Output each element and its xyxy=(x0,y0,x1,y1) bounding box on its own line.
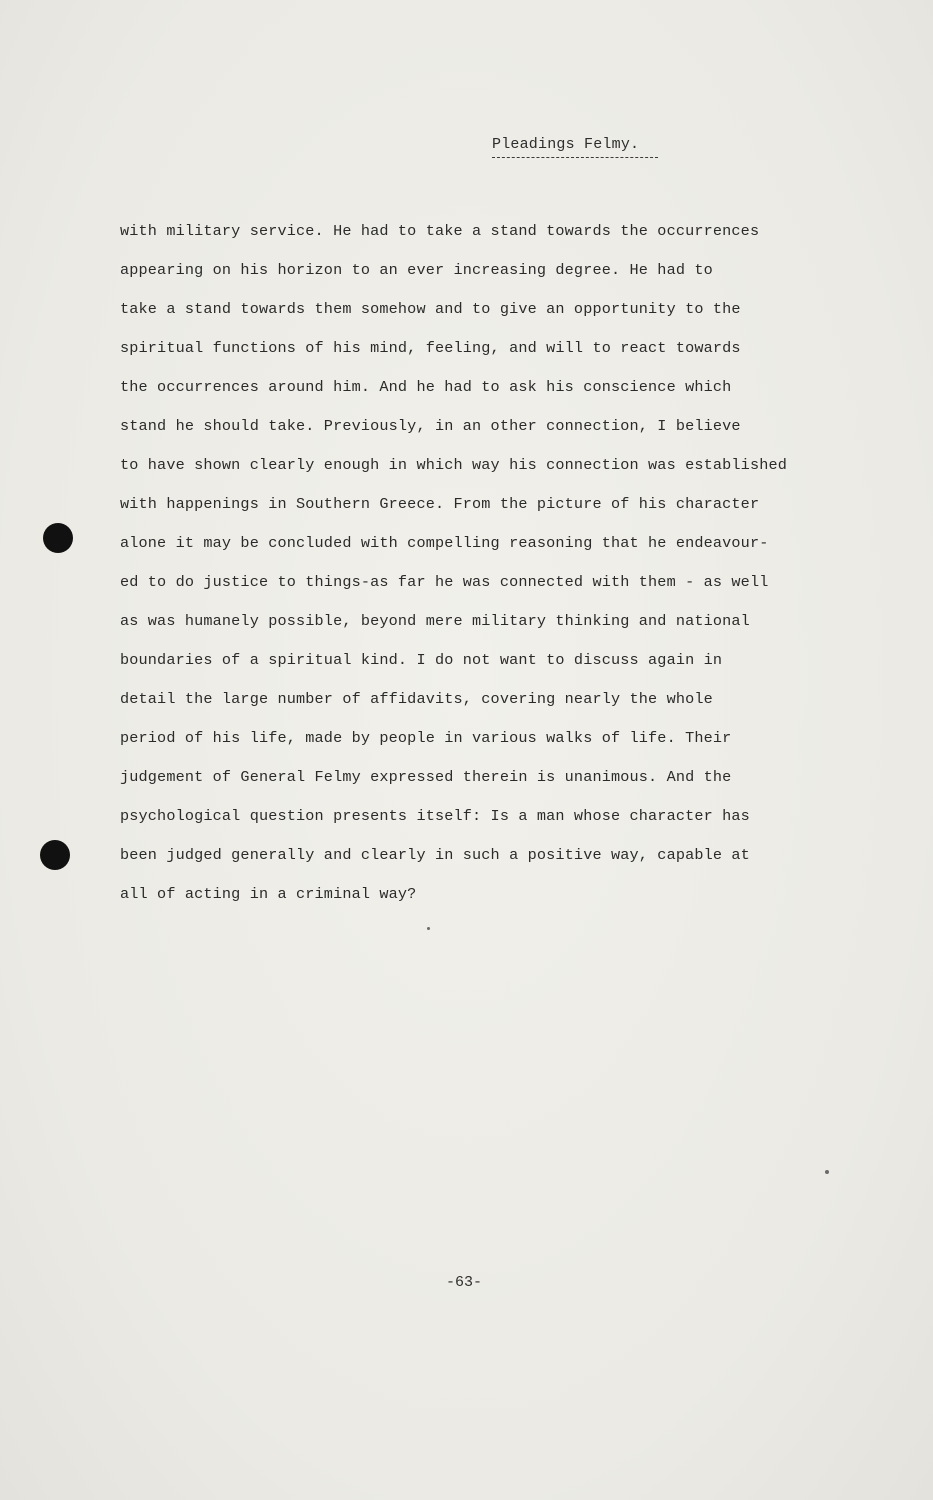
text-line: appearing on his horizon to an ever increasing degree. He had to xyxy=(120,261,713,279)
text-line: take a stand towards them somehow and to give an opportunity to the xyxy=(120,300,741,318)
punch-hole-top xyxy=(43,523,73,553)
text-line: judgement of General Felmy expressed therein is unanimous. And the xyxy=(120,768,732,786)
body-text xyxy=(120,216,825,918)
text-line: detail the large number of affidavits, covering nearly the whole xyxy=(120,690,713,708)
page-header-title: Pleadings Felmy. xyxy=(492,136,640,153)
paper-speck xyxy=(427,927,430,930)
text-line: to have shown clearly enough in which way his connection was established xyxy=(120,456,788,474)
text-line: psychological question presents itself: Is a man whose character has xyxy=(120,807,750,825)
text-line: all of acting in a criminal way? xyxy=(120,885,417,903)
text-line: period of his life, made by people in various walks of life. Their xyxy=(120,729,732,747)
punch-hole-bottom xyxy=(40,840,70,870)
text-line: alone it may be concluded with compelling reasoning that he endeavour- xyxy=(120,534,769,552)
text-line: stand he should take. Previously, in an other connection, I believe xyxy=(120,417,741,435)
text-line: been judged generally and clearly in such a positive way, capable at xyxy=(120,846,750,864)
page-number: -63- xyxy=(446,1274,483,1291)
text-line: ed to do justice to things-as far he was connected with them - as well xyxy=(120,573,769,591)
text-line: boundaries of a spiritual kind. I do not want to discuss again in xyxy=(120,651,723,669)
text-line: the occurrences around him. And he had to ask his conscience which xyxy=(120,378,732,396)
text-line: with happenings in Southern Greece. From the picture of his character xyxy=(120,495,760,513)
header-underline xyxy=(492,157,658,158)
text-line: with military service. He had to take a stand towards the occurrences xyxy=(120,222,760,240)
paper-speck xyxy=(825,1170,829,1174)
text-line: spiritual functions of his mind, feeling, and will to react towards xyxy=(120,339,741,357)
text-line: as was humanely possible, beyond mere military thinking and national xyxy=(120,612,750,630)
